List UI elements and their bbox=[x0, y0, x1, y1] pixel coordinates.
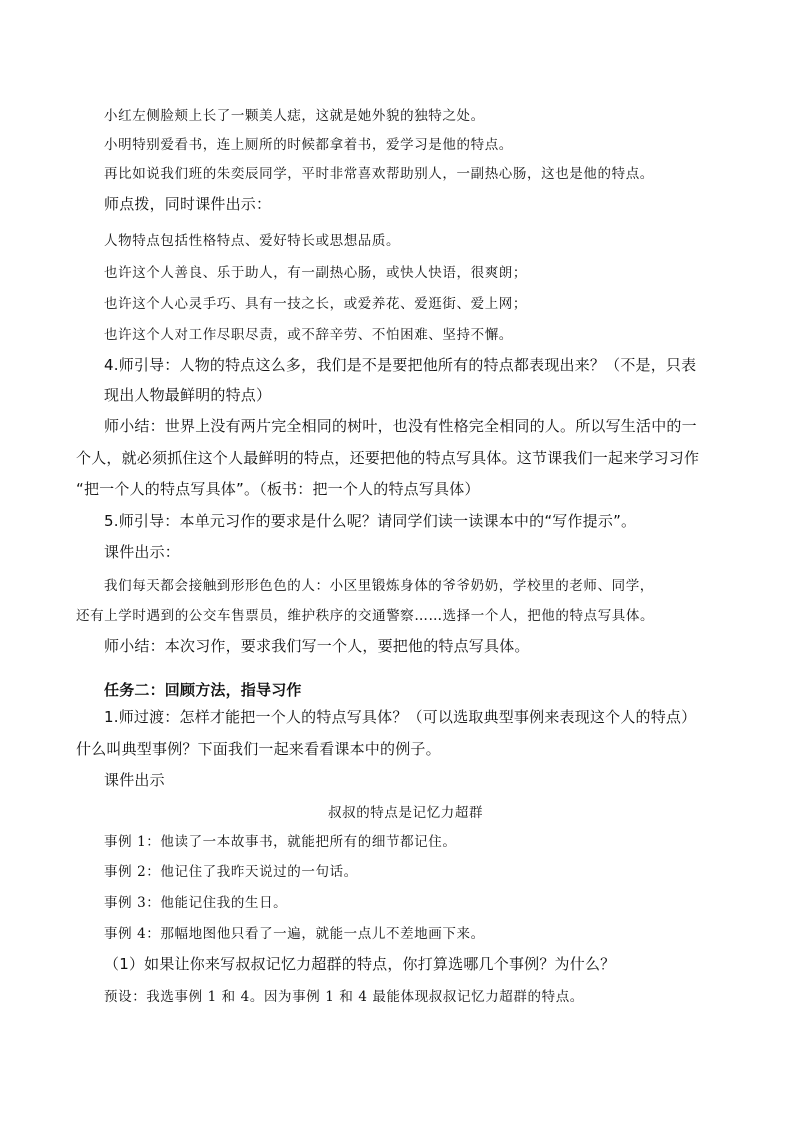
paragraph-trait-categories: 人物特点包括性格特点、爱好特长或思想品质。 bbox=[104, 233, 401, 249]
paragraph-example-classmate: 再比如说我们班的朱奕辰同学，平时非常喜欢帮助别人，一副热心肠，这也是他的特点。 bbox=[104, 166, 654, 182]
paragraph-slide-label-2: 课件出示 bbox=[104, 771, 165, 789]
paragraph-writing-prompt-line2: 还有上学时遇到的公交车售票员，维护秩序的交通警察……选择一个人，把他的特点写具体。 bbox=[76, 608, 655, 624]
example-title: 叔叔的特点是记忆力超群 bbox=[328, 805, 484, 821]
example-case-1: 事例 1：他读了一本故事书，就能把所有的细节都记住。 bbox=[104, 834, 457, 850]
question-1: （1）如果让你来写叔叔记忆力超群的特点，你打算选哪几个事例？为什么？ bbox=[104, 955, 616, 973]
paragraph-step5: 5.师引导：本单元习作的要求是什么呢？请同学们读一读课本中的“写作提示”。 bbox=[104, 512, 637, 530]
paragraph-step4-line2: 现出人物最鲜明的特点） bbox=[104, 386, 272, 404]
paragraph-summary-line3: “把一个人的特点写具体”。（板书：把一个人的特点写具体） bbox=[76, 480, 480, 498]
paragraph-summary-line1: 师小结：世界上没有两片完全相同的树叶，也没有性格完全相同的人。所以写生活中的一 bbox=[104, 417, 697, 435]
paragraph-transition-line2: 什么叫典型事例？下面我们一起来看看课本中的例子。 bbox=[76, 740, 441, 758]
paragraph-writing-prompt-line1: 我们每天都会接触到形形色色的人：小区里锻炼身体的爷爷奶奶，学校里的老师、同学， bbox=[104, 578, 654, 594]
paragraph-trait-example-3: 也许这个人对工作尽职尽责，或不辞辛劳、不怕困难、坚持不懈。 bbox=[104, 327, 513, 343]
paragraph-transition-line1: 1.师过渡：怎样才能把一个人的特点写具体？（可以选取典型事例来表现这个人的特点） bbox=[104, 708, 697, 726]
preset-answer: 预设：我选事例 1 和 4。因为事例 1 和 4 最能体现叔叔记忆力超群的特点。 bbox=[104, 989, 584, 1005]
paragraph-summary-line2: 个人，就必须抓住这个人最鲜明的特点，还要把他的特点写具体。这节课我们一起来学习习作 bbox=[76, 449, 700, 467]
paragraph-teacher-summary: 师小结：本次习作，要求我们写一个人，要把他的特点写具体。 bbox=[104, 637, 530, 655]
paragraph-example-xiaoming: 小明特别爱看书，连上厕所的时候都拿着书，爱学习是他的特点。 bbox=[104, 137, 513, 153]
example-case-3: 事例 3：他能记住我的生日。 bbox=[104, 895, 288, 911]
paragraph-example-xiaohong: 小红左侧脸颊上长了一颗美人痣，这就是她外貌的独特之处。 bbox=[104, 108, 485, 124]
paragraph-slide-label: 课件出示： bbox=[104, 543, 181, 561]
example-case-4: 事例 4：那幅地图他只看了一遍，就能一点儿不差地画下来。 bbox=[104, 926, 485, 942]
paragraph-trait-example-2: 也许这个人心灵手巧、具有一技之长，或爱养花、爱逛街、爱上网； bbox=[104, 296, 527, 312]
paragraph-teacher-guidance: 师点拨，同时课件出示： bbox=[104, 195, 272, 213]
paragraph-trait-example-1: 也许这个人善良、乐于助人，有一副热心肠，或快人快语，很爽朗； bbox=[104, 265, 527, 281]
paragraph-step4-line1: 4.师引导：人物的特点这么多，我们是不是要把他所有的特点都表现出来？（不是，只表 bbox=[104, 356, 697, 374]
section-heading-task2: 任务二：回顾方法，指导习作 bbox=[104, 681, 302, 699]
example-case-2: 事例 2：他记住了我昨天说过的一句话。 bbox=[104, 864, 358, 880]
